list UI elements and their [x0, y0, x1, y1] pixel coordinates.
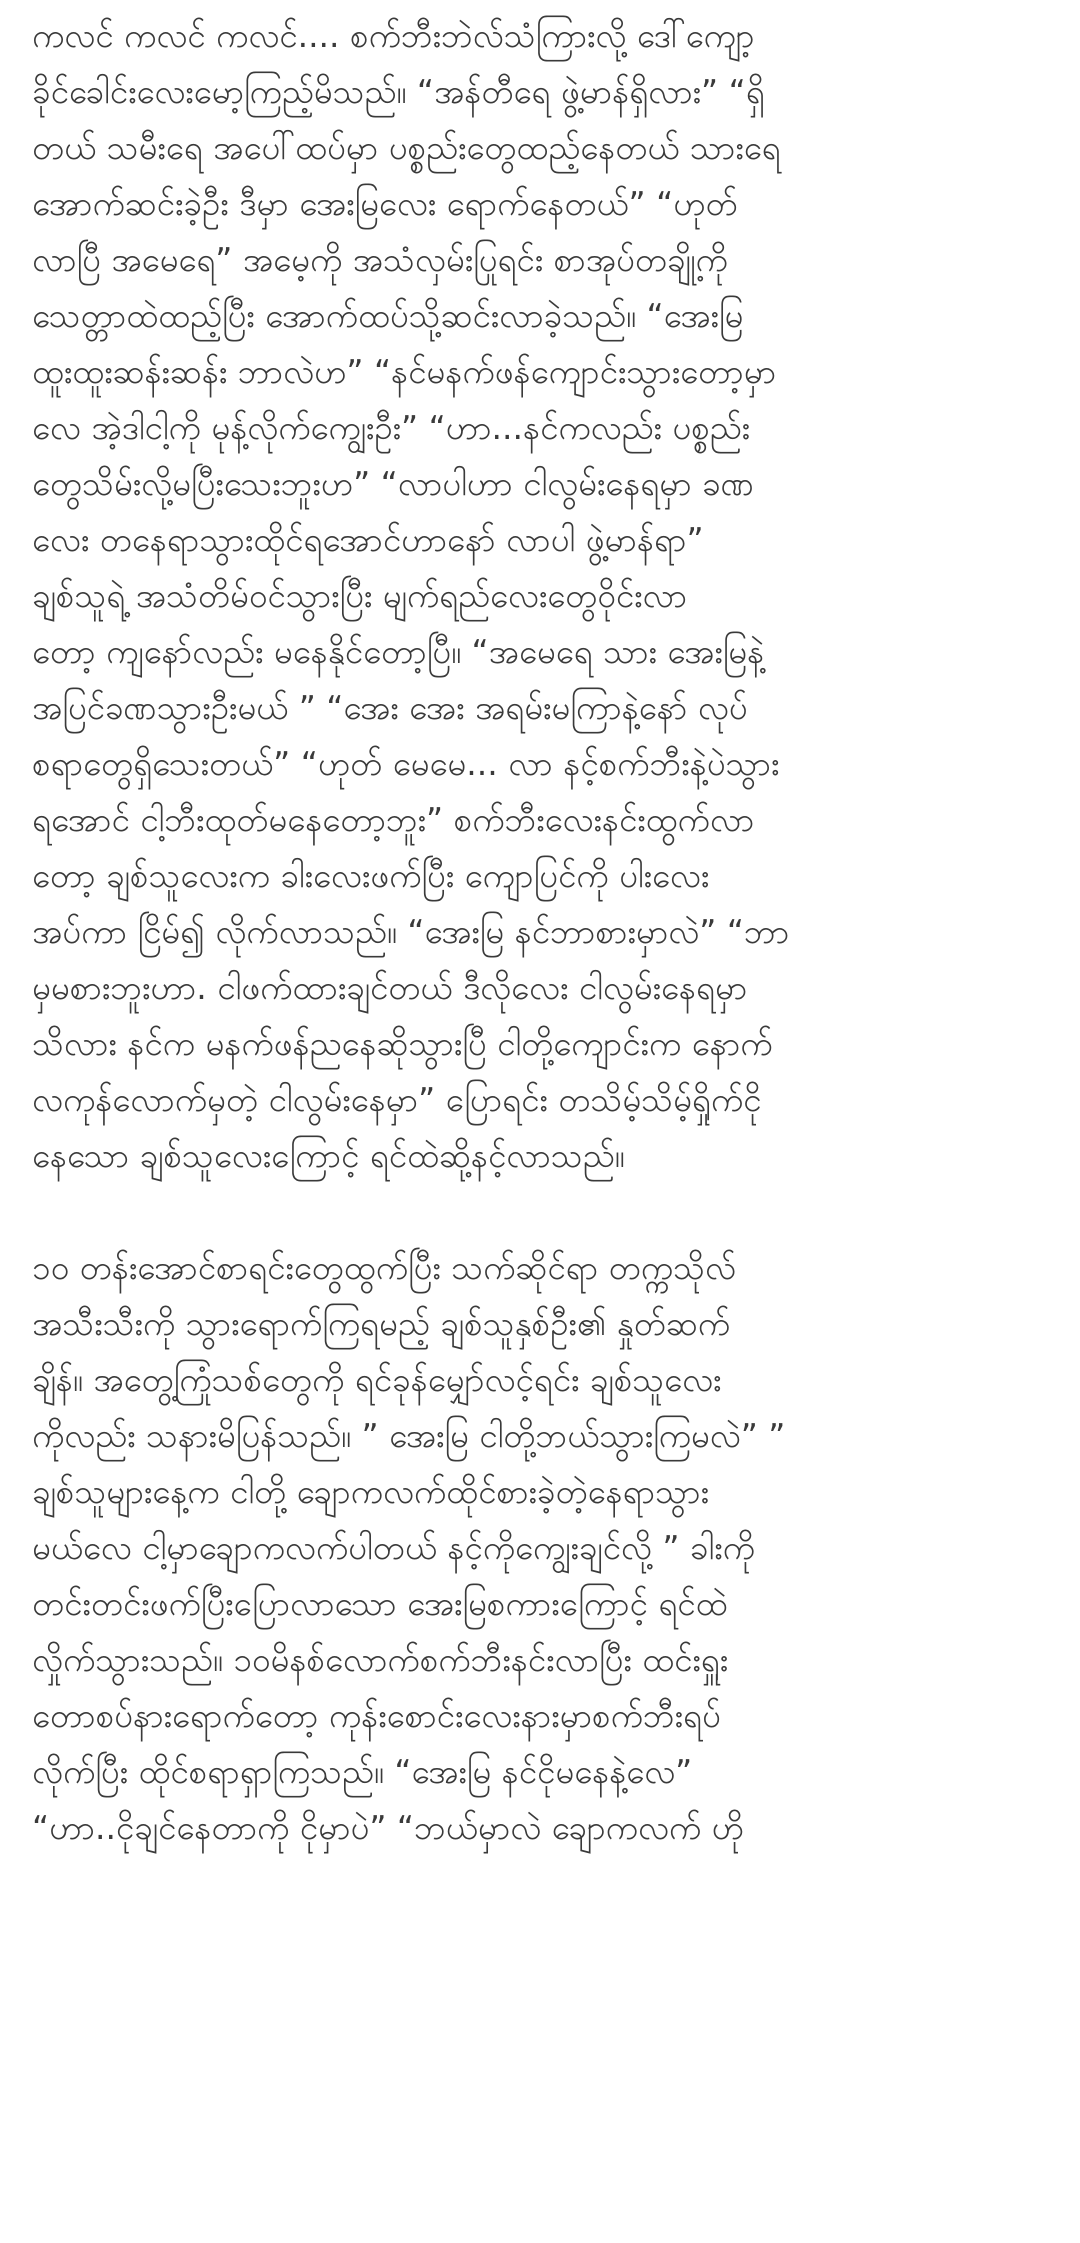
- text-line: လာပြီ အမေရေ” အမေ့ကို အသံလှမ်းပြုရင်း စာအုပ်တချို့ကို: [32, 240, 728, 279]
- text-line: လကုန်လောက်မှတဲ့ ငါလွမ်းနေမှာ” ပြောရင်း တသိမ့်သိမ့်ရှိုက်ငို: [32, 1080, 762, 1119]
- text-line: ကိုလည်း သနားမိပြန်သည်။ ” အေးမြ ငါတို့ဘယ်သွားကြမလဲ” ”: [32, 1416, 786, 1455]
- text-line: တင်းတင်းဖက်ပြီးပြောလာသော အေးမြစကားကြောင့် ရင်ထဲ: [32, 1584, 728, 1623]
- text-line: အပ်ကာ ငြိမ်၍ လိုက်လာသည်။ “အေးမြ နင်ဘာစားမှာလဲ” “ဘာ: [32, 912, 790, 951]
- story-paragraph-2: [32, 1240, 1048, 1856]
- text-line: တွေသိမ်းလို့မပြီးသေးဘူးဟ” “လာပါဟာ ငါလွမ်းနေရမှာ ခဏ: [32, 464, 754, 503]
- text-line: ချိန်။ အတွေ့ကြုံသစ်တွေကို ရင်ခုန်မျှော်လင့်ရင်း ချစ်သူလေး: [32, 1360, 722, 1399]
- text-line: မှမစားဘူးဟာ. ငါဖက်ထားချင်တယ် ဒီလိုလေး ငါလွမ်းနေရမှာ: [32, 968, 748, 1007]
- text-line: အောက်ဆင်းခဲ့ဦး ဒီမှာ အေးမြလေး ရောက်နေတယ်” “ဟုတ်: [32, 184, 738, 223]
- text-line: မယ်လေ ငါ့မှာချောကလက်ပါတယ် နင့်ကိုကျွေးချင်လို့ ” ခါးကို: [32, 1528, 755, 1567]
- text-line: ကလင် ကလင် ကလင်.... စက်ဘီးဘဲလ်သံကြားလို့ ဒေါ်ကျော့: [32, 16, 755, 55]
- text-line: တောစပ်နားရောက်တော့ ကုန်းစောင်းလေးနားမှာစက်ဘီးရပ်: [32, 1696, 721, 1735]
- text-line: တယ် သမီးရေ အပေါ်ထပ်မှာ ပစ္စည်းတွေထည့်နေတယ် သားရေ: [32, 128, 781, 167]
- text-line: တော့ ကျနော်လည်း မနေနိုင်တော့ပြီ။ “အမေရေ သား အေးမြနဲ့: [32, 632, 765, 671]
- text-line: အပြင်ခဏသွားဦးမယ် ” “အေး အေး အရမ်းမကြာနဲ့နော် လုပ်: [32, 688, 748, 727]
- story-paragraph-1: [32, 8, 1048, 1184]
- text-line: လေး တနေရာသွားထိုင်ရအောင်ဟာနော် လာပါ ဖွဲ့မာန်ရာ”: [32, 520, 704, 559]
- text-line: တော့ ချစ်သူလေးက ခါးလေးဖက်ပြီး ကျောပြင်ကို ပါးလေး: [32, 856, 710, 895]
- text-line: လိုက်ပြီး ထိုင်စရာရှာကြသည်။ “အေးမြ နင်ငိုမနေနဲ့လေ”: [32, 1752, 693, 1791]
- text-line: ချစ်သူရဲ့ အသံတိမ်ဝင်သွားပြီး မျက်ရည်လေးတွေဝိုင်းလာ: [32, 576, 688, 615]
- text-line: ထူးထူးဆန်းဆန်း ဘာလဲဟ” “နင်မနက်ဖန်ကျောင်းသွားတော့မှာ: [32, 352, 777, 391]
- text-line: ချစ်သူများနေ့က ငါတို့ ချောကလက်ထိုင်စားခဲ့တဲ့နေရာသွား: [32, 1472, 709, 1511]
- text-line: သေတ္တာထဲထည့်ပြီး အောက်ထပ်သို့ဆင်းလာခဲ့သည်။ “အေးမြ: [32, 296, 744, 335]
- text-line: လှိုက်သွားသည်။ ၁၀မိနစ်လောက်စက်ဘီးနင်းလာပြီး ထင်းရှူး: [32, 1640, 729, 1679]
- text-line: ၁၀ တန်းအောင်စာရင်းတွေထွက်ပြီး သက်ဆိုင်ရာ တက္ကသိုလ်: [32, 1248, 736, 1287]
- text-line: လေ အဲ့ဒါငါ့ကို မုန့်လိုက်ကျွေးဦး” “ဟာ...နင်ကလည်း ပစ္စည်း: [32, 408, 751, 447]
- text-line: သိလား နင်က မနက်ဖန်ညနေဆိုသွားပြီ ငါတို့ကျောင်းက နောက်: [32, 1024, 773, 1063]
- text-line: ရအောင် ငါ့ဘီးထုတ်မနေတော့ဘူး” စက်ဘီးလေးနင်းထွက်လာ: [32, 800, 755, 839]
- text-line: နေသော ချစ်သူလေးကြောင့် ရင်ထဲဆို့နင့်လာသည်။: [32, 1136, 625, 1175]
- text-line: “ဟာ..ငိုချင်နေတာကို ငိုမှာပဲ” “ဘယ်မှာလဲ ချောကလက် ဟို: [32, 1808, 744, 1847]
- text-line: စရာတွေရှိသေးတယ်” “ဟုတ် မေမေ... လာ နင့်စက်ဘီးနဲ့ပဲသွား: [32, 744, 780, 783]
- text-line: အသီးသီးကို သွားရောက်ကြရမည့် ချစ်သူနှစ်ဦး၏ နှုတ်ဆက်: [32, 1304, 731, 1343]
- text-line: ခိုင်ခေါင်းလေးမော့ကြည့်မိသည်။ “အန်တီရေ ဖွဲ့မာန်ရှိလား” “ရှိ: [32, 72, 765, 111]
